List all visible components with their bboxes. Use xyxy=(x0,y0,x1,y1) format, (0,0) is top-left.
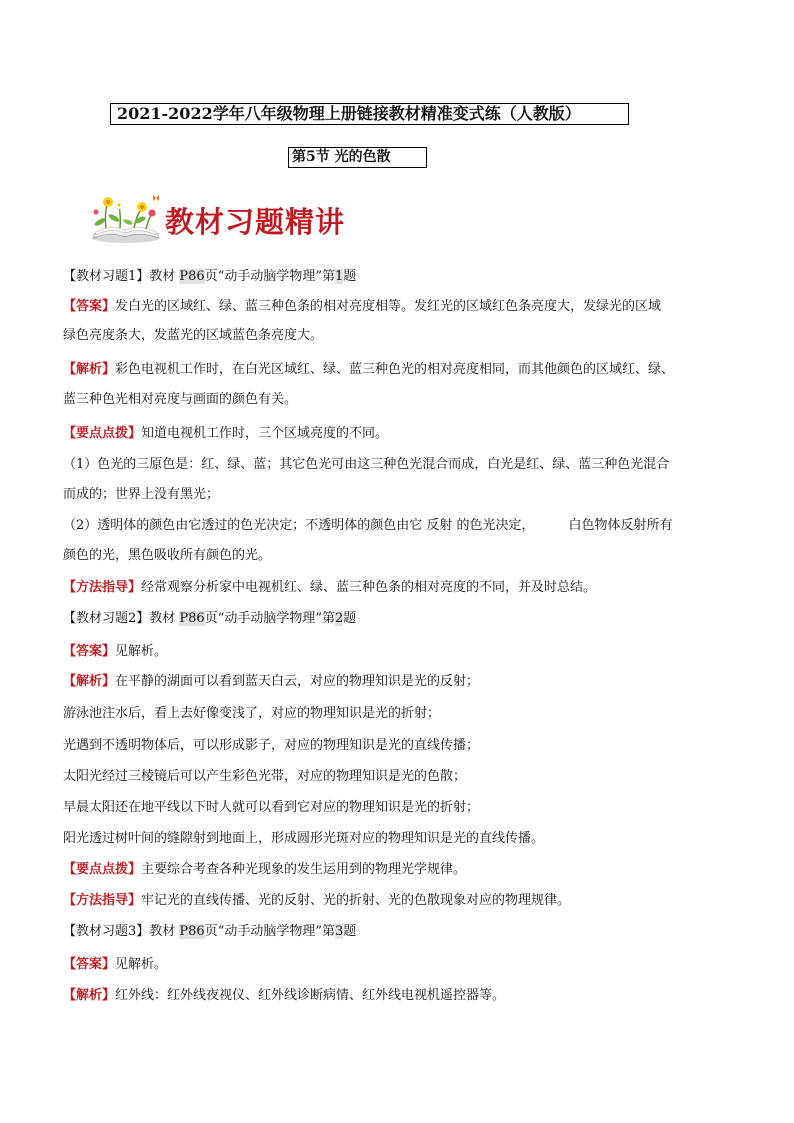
answer-line: 【答案】见解析。 xyxy=(63,957,168,972)
question-3-title: 【教材习题3】教材 P86页“动手动脑学物理”第3题 xyxy=(63,924,357,939)
question-2-title: 【教材习题2】教材 P86页“动手动脑学物理”第2题 xyxy=(63,611,357,626)
key-point-line: 【要点点拨】知道电视机工作时，三个区域亮度的不同。 xyxy=(63,426,389,441)
point-line: （1）色光的三原色是：红、绿、蓝；其它色光可由这三种色光混合而成，白光是红、绿、蓝三种色光混合 xyxy=(63,457,670,472)
section-title: 第5节 光的色散 xyxy=(288,147,427,168)
analysis-line: 【解析】彩色电视机工作时，在白光区域红、绿、蓝三种色光的相对亮度相同，而其他颜色的区域红、绿、 xyxy=(63,362,675,377)
analysis-line: 阳光透过树叶间的缝隙射到地面上，形成圆形光斑对应的物理知识是光的直线传播。 xyxy=(63,831,545,846)
key-point-line: 【要点点拨】主要综合考查各种光现象的发生运用到的物理光学规律。 xyxy=(63,862,467,877)
point-line: （2）透明体的颜色由它透过的色光决定；不透明体的颜色由它 反射 的色光决定， 白色物体反射所有 xyxy=(63,518,673,533)
point-line: 颜色的光，黑色吸收所有颜色的光。 xyxy=(63,548,272,563)
analysis-tag: 【解析】 xyxy=(63,988,116,1003)
analysis-tag: 【解析】 xyxy=(63,362,116,377)
document-title: 2021-2022学年八年级物理上册链接教材精准变式练（人教版） xyxy=(110,103,629,125)
method-tag: 【方法指导】 xyxy=(63,893,142,908)
method-line: 【方法指导】经常观察分析家中电视机红、绿、蓝三种色条的相对亮度的不同，并及时总结。 xyxy=(63,580,597,595)
answer-tag: 【答案】 xyxy=(63,957,116,972)
answer-line: 【答案】见解析。 xyxy=(63,644,168,659)
answer-line: 绿色亮度条大，发蓝光的区域蓝色条亮度大。 xyxy=(63,328,324,343)
point-line: 而成的；世界上没有黑光； xyxy=(63,487,220,502)
key-point-tag: 【要点点拨】 xyxy=(63,426,142,441)
analysis-tag: 【解析】 xyxy=(63,674,116,689)
analysis-line: 游泳池注水后，看上去好像变浅了，对应的物理知识是光的折射； xyxy=(63,706,441,721)
answer-tag: 【答案】 xyxy=(63,644,116,659)
answer-tag: 【答案】 xyxy=(63,299,116,314)
analysis-line: 太阳光经过三棱镜后可以产生彩色光带，对应的物理知识是光的色散； xyxy=(63,769,467,784)
analysis-line: 早晨太阳还在地平线以下时人就可以看到它对应的物理知识是光的折射； xyxy=(63,800,480,815)
open-book-flowers-icon xyxy=(86,192,164,244)
analysis-line: 蓝三种色光相对亮度与画面的颜色有关。 xyxy=(63,392,298,407)
method-tag: 【方法指导】 xyxy=(63,580,142,595)
method-line: 【方法指导】牢记光的直线传播、光的反射、光的折射、光的色散现象对应的物理规律。 xyxy=(63,893,571,908)
analysis-line: 光遇到不透明物体后，可以形成影子，对应的物理知识是光的直线传播； xyxy=(63,738,480,753)
key-point-tag: 【要点点拨】 xyxy=(63,862,142,877)
banner-heading: 教材习题精讲 xyxy=(165,205,346,239)
analysis-line: 【解析】红外线：红外线夜视仪、红外线诊断病情、红外线电视机遥控器等。 xyxy=(63,988,506,1003)
analysis-line: 【解析】在平静的湖面可以看到蓝天白云，对应的物理知识是光的反射； xyxy=(63,674,480,689)
answer-line: 【答案】发白光的区域红、绿、蓝三种色条的相对亮度相等。发红光的区域红色条亮度大，发绿光的区域 xyxy=(63,299,662,314)
question-1-title: 【教材习题1】教材 P86页“动手动脑学物理”第1题 xyxy=(63,269,357,284)
